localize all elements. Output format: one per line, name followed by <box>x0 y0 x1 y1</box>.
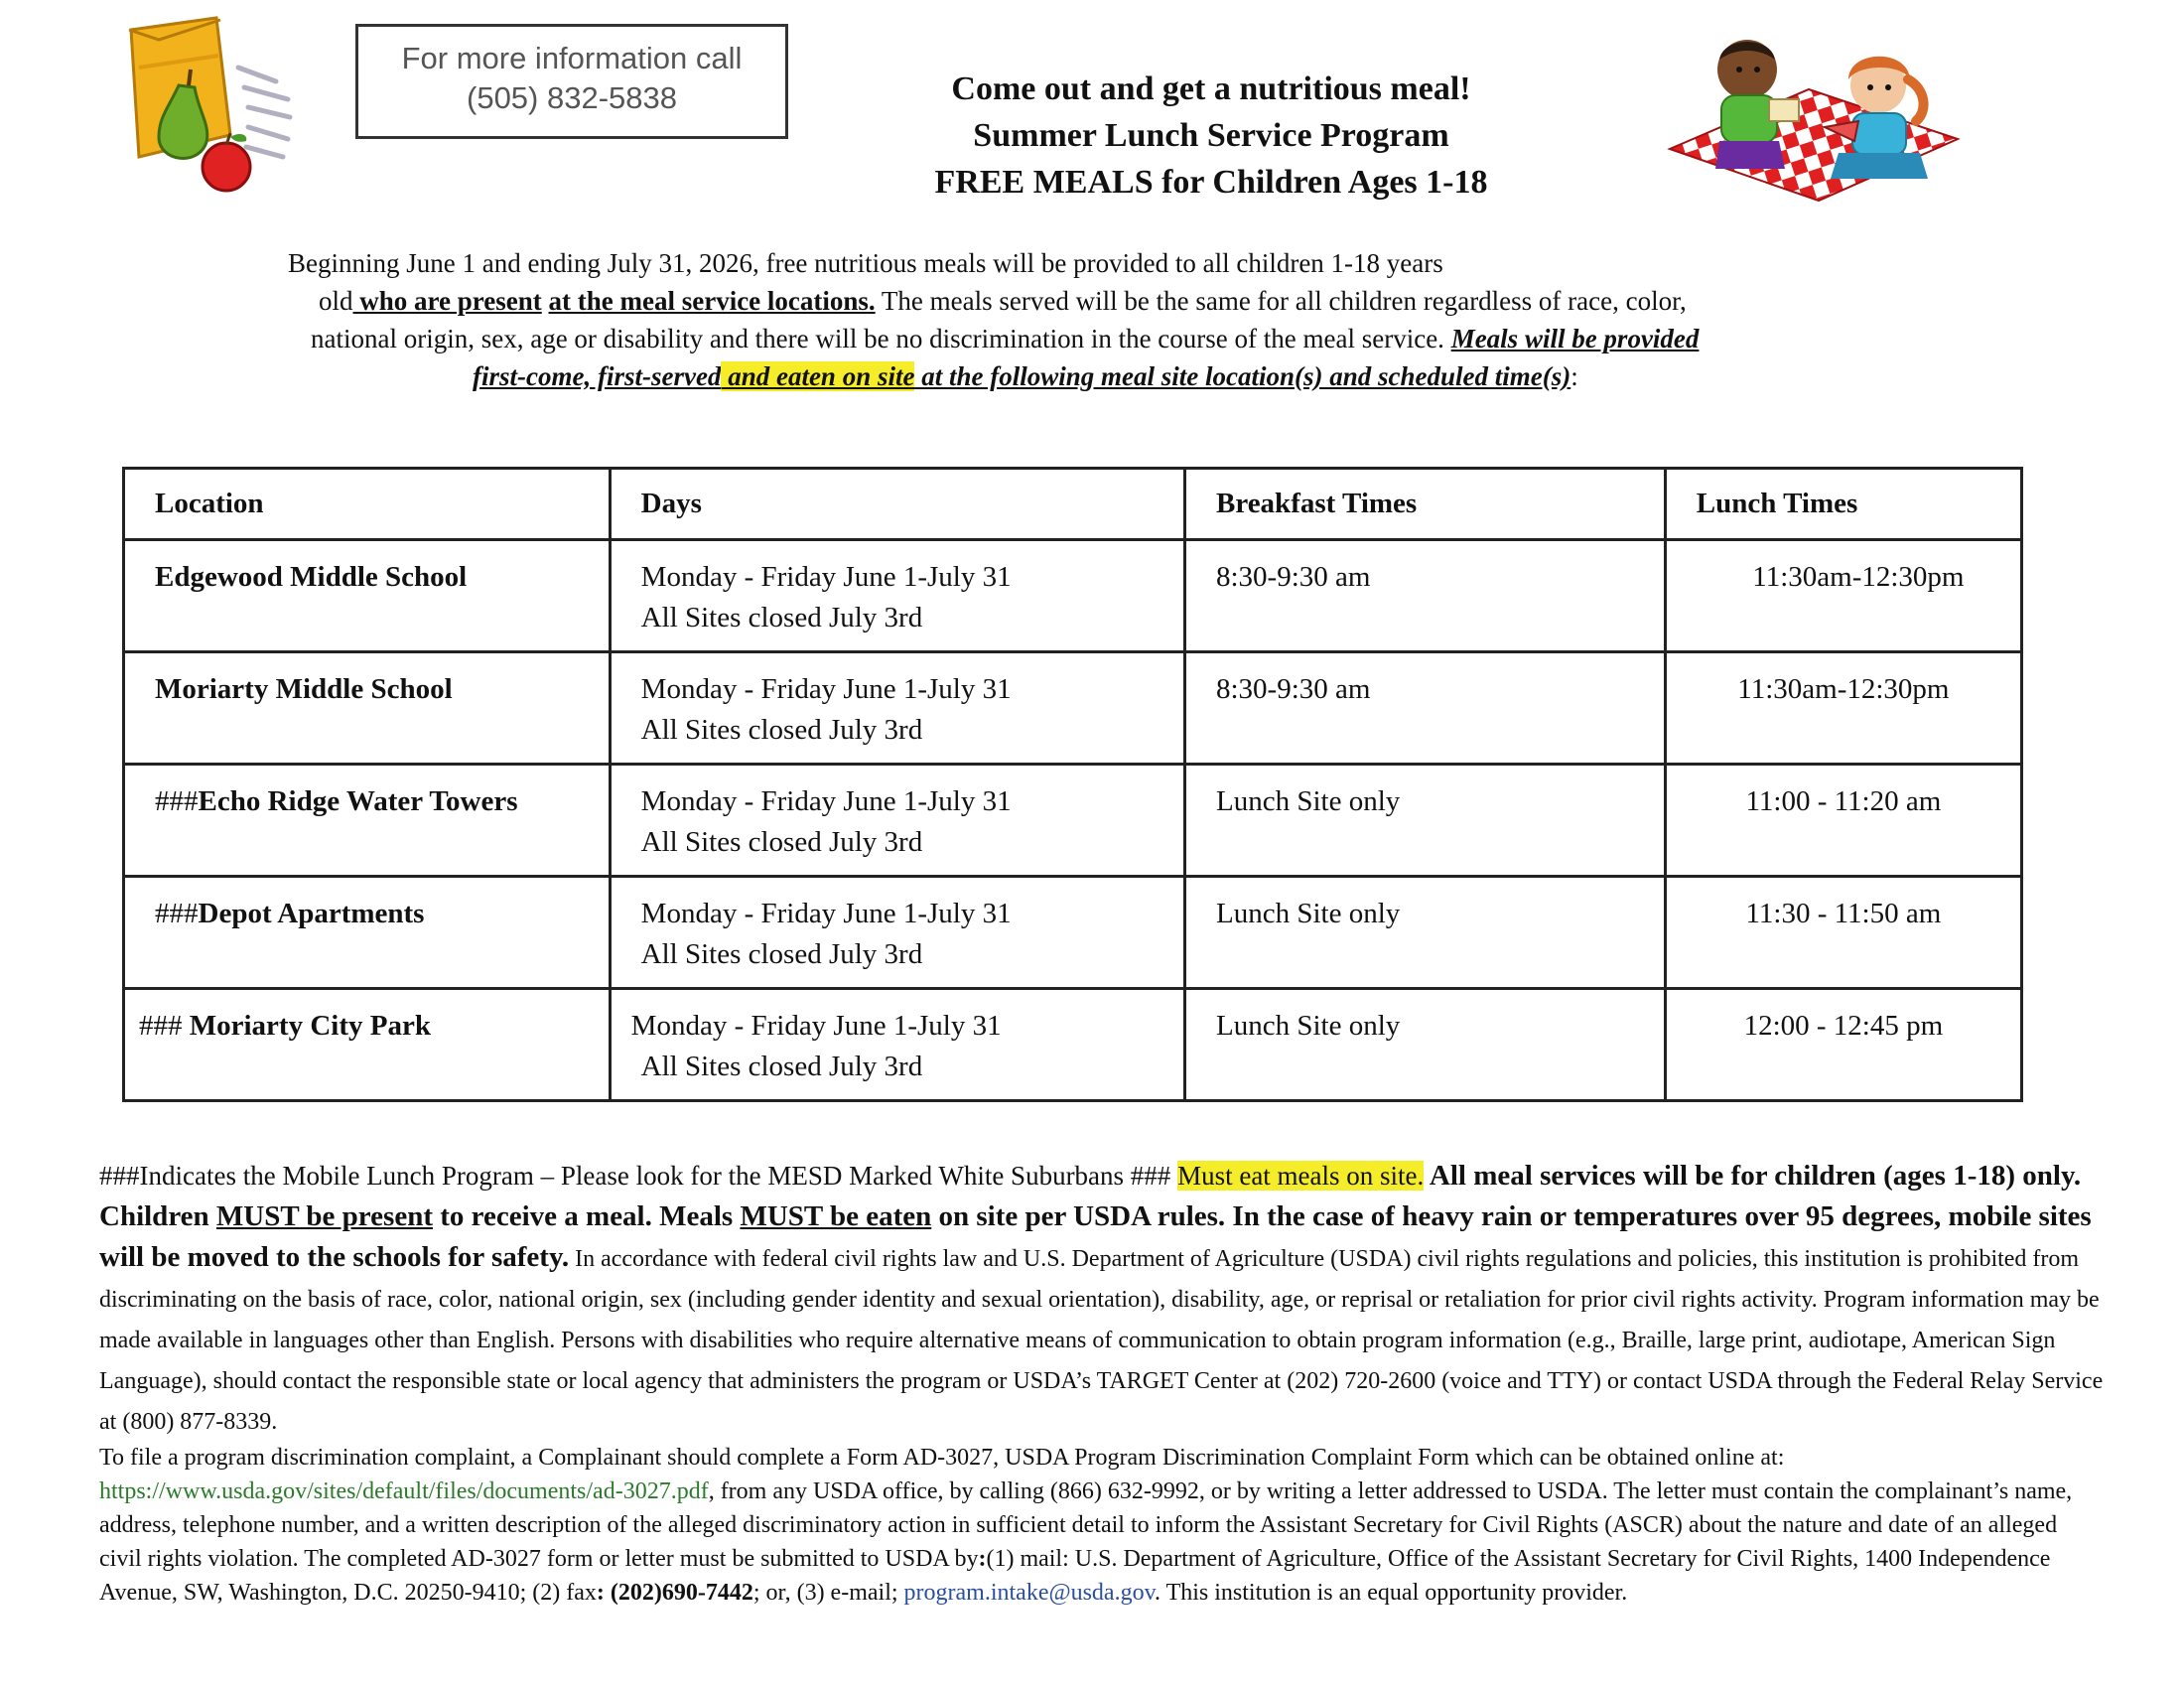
column-header-breakfast: Breakfast Times <box>1185 469 1666 540</box>
complaint-colon: : <box>978 1546 987 1572</box>
location-cell <box>124 652 611 765</box>
breakfast-cell: Lunch Site only <box>1185 877 1666 989</box>
location-cell <box>124 765 611 877</box>
location-name: Echo Ridge Water Towers <box>198 785 518 817</box>
headline <box>794 66 1628 206</box>
location-name: Moriarty Middle School <box>155 673 453 705</box>
column-header-lunch: Lunch Times <box>1665 469 2021 540</box>
intro-line-1: Beginning June 1 and ending July 31, 2026, free nutritious meals will be provided to all children 1-18 years <box>288 248 1443 278</box>
complaint-instructions <box>99 1441 2105 1610</box>
meal-schedule-table <box>122 467 2023 1102</box>
intro-line-2 <box>288 282 1936 320</box>
notice-highlight: Must eat meals on site. <box>1177 1161 1425 1191</box>
notice-bold: on site per USDA rules. In the case of heavy rain or temperatures over 95 degrees, mobile sites will be moved to the schools for safety. <box>99 1200 2092 1273</box>
breakfast-cell: Lunch Site only <box>1185 989 1666 1101</box>
notice-bold-underline: MUST be eaten <box>740 1200 932 1232</box>
days-closed: All Sites closed July 3rd <box>640 826 923 858</box>
intro-emphasis: at the following meal site location(s) and scheduled time(s) <box>914 361 1571 391</box>
intro-emphasis: at the meal service locations. <box>548 286 876 316</box>
intro-line-3 <box>288 320 1936 357</box>
intro-text <box>542 286 549 316</box>
days-range: Monday - Friday June 1-July 31 <box>640 785 1012 817</box>
headline-line3: FREE MEALS for Children Ages 1-18 <box>934 164 1488 201</box>
notice-bold: to receive a meal. Meals <box>432 1200 741 1232</box>
location-cell <box>124 877 611 989</box>
table-row <box>124 877 2022 989</box>
info-phone: (505) 832-5838 <box>467 80 677 115</box>
days-range: Monday - Friday June 1-July 31 <box>640 898 1012 929</box>
breakfast-cell: 8:30-9:30 am <box>1185 540 1666 652</box>
complaint-text: To file a program discrimination complaint, a Complainant should complete a Form AD-3027, USDA Program Discrimination Complaint Form which can be obtained online at: <box>99 1445 1785 1471</box>
lunch-bag-fruit-icon <box>99 8 298 199</box>
headline-line1: Come out and get a nutritious meal! <box>951 70 1471 107</box>
column-header-location: Location <box>124 469 611 540</box>
intro-emphasis: first-come, first-served <box>473 361 722 391</box>
table-row <box>124 765 2022 877</box>
intro-line-4 <box>288 357 1936 395</box>
days-closed: All Sites closed July 3rd <box>640 714 923 746</box>
days-range: Monday - Friday June 1-July 31 <box>640 561 1012 593</box>
complaint-text: (1) mail: U.S. Department of Agriculture, Office of the Assistant Secretary for Civil Rights, 1400 Independence Avenue, SW, Washington, D.C. 20250-9410; (2) fax <box>99 1546 2051 1606</box>
lunch-cell: 11:30 - 11:50 am <box>1665 877 2021 989</box>
intro-paragraph <box>288 244 1936 395</box>
breakfast-cell: Lunch Site only <box>1185 765 1666 877</box>
intro-text: The meals served will be the same for all children regardless of race, color, <box>875 286 1687 316</box>
location-cell <box>124 540 611 652</box>
days-cell <box>610 989 1184 1101</box>
notice-text: ###Indicates the Mobile Lunch Program – Please look for the MESD Marked White Suburbans ### <box>99 1161 1178 1191</box>
days-range: Monday - Friday June 1-July 31 <box>630 1010 1002 1042</box>
breakfast-cell: 8:30-9:30 am <box>1185 652 1666 765</box>
lunch-cell: 12:00 - 12:45 pm <box>1665 989 2021 1101</box>
email-link[interactable]: program.intake@usda.gov <box>903 1580 1156 1606</box>
days-closed: All Sites closed July 3rd <box>640 1051 923 1082</box>
civil-rights-statement: In accordance with federal civil rights law and U.S. Department of Agriculture (USDA) civil rights regulations and policies, this institution is prohibited from discriminating on the basis of race, color, national origin, sex (including gender identity and sexual orientation), disability, age, or reprisal or retaliation for prior civil rights activity. Program information may be made available in languages other than English. Persons with disabilities who require alternative means of communication to obtain program information (e.g., Braille, large print, audiotape, American Sign Language), should contact the responsible state or local agency that administers the program or USDA’s TARGET Center at (202) 720-2600 (voice and TTY) or contact USDA through the Federal Relay Service at (800) 877-8339. <box>99 1246 2104 1435</box>
lunch-cell: 11:30am-12:30pm <box>1665 652 2021 765</box>
table-header-row <box>124 469 2022 540</box>
intro-emphasis: Meals will be provided <box>1450 324 1700 353</box>
intro-text: national origin, sex, age or disability and there will be no discrimination in the course of the meal service. <box>311 324 1451 353</box>
days-cell <box>610 540 1184 652</box>
days-cell <box>610 652 1184 765</box>
complaint-text: ; or, (3) e-mail; <box>752 1580 904 1606</box>
mobile-marker: ### <box>155 785 199 817</box>
intro-emphasis: who are present <box>352 286 542 316</box>
complaint-text: . This institution is an equal opportunity provider. <box>1155 1580 1628 1606</box>
lunch-cell: 11:30am-12:30pm <box>1665 540 2021 652</box>
table-row <box>124 989 2022 1101</box>
location-name: Moriarty City Park <box>182 1010 431 1042</box>
table-row <box>124 652 2022 765</box>
days-closed: All Sites closed July 3rd <box>640 602 923 633</box>
days-cell <box>610 765 1184 877</box>
location-name: Depot Apartments <box>198 898 425 929</box>
days-range: Monday - Friday June 1-July 31 <box>640 673 1012 705</box>
mobile-program-notice <box>99 1156 2105 1441</box>
fax-number: : (202)690-7442 <box>596 1580 753 1606</box>
days-cell <box>610 877 1184 989</box>
info-line: For more information call <box>401 41 743 75</box>
form-url-link[interactable]: https://www.usda.gov/sites/default/files/documents/ad-3027.pdf <box>99 1478 709 1504</box>
notice-bold-underline: MUST be present <box>215 1200 433 1232</box>
info-box <box>355 24 788 139</box>
intro-text: : <box>1570 361 1578 391</box>
column-header-days: Days <box>610 469 1184 540</box>
mobile-marker: ### <box>155 898 199 929</box>
children-picnic-icon <box>1660 30 1978 204</box>
headline-line2: Summer Lunch Service Program <box>973 117 1449 154</box>
complaint-text: , from any USDA office, by calling (866) 632-9992, or by writing a letter addressed to USDA. The letter must contain the complainant’s name, address, telephone number, and a written description of the alleged discriminatory action in sufficient detail to inform the Assistant Secretary for Civil Rights (ASCR) about the nature and date of an alleged civil rights violation. The completed AD-3027 form or letter must be submitted to USDA by <box>99 1478 2073 1572</box>
location-name: Edgewood Middle School <box>155 561 468 593</box>
footer <box>99 1156 2105 1610</box>
location-cell <box>124 989 611 1101</box>
lunch-cell: 11:00 - 11:20 am <box>1665 765 2021 877</box>
days-closed: All Sites closed July 3rd <box>640 938 923 970</box>
intro-highlight: and eaten on site <box>721 361 915 391</box>
intro-text: old <box>319 286 353 316</box>
table-row <box>124 540 2022 652</box>
mobile-marker: ### <box>139 1010 183 1042</box>
notice-bold: All meal services will be for children (ages 1-18) only. Children <box>99 1160 2082 1232</box>
